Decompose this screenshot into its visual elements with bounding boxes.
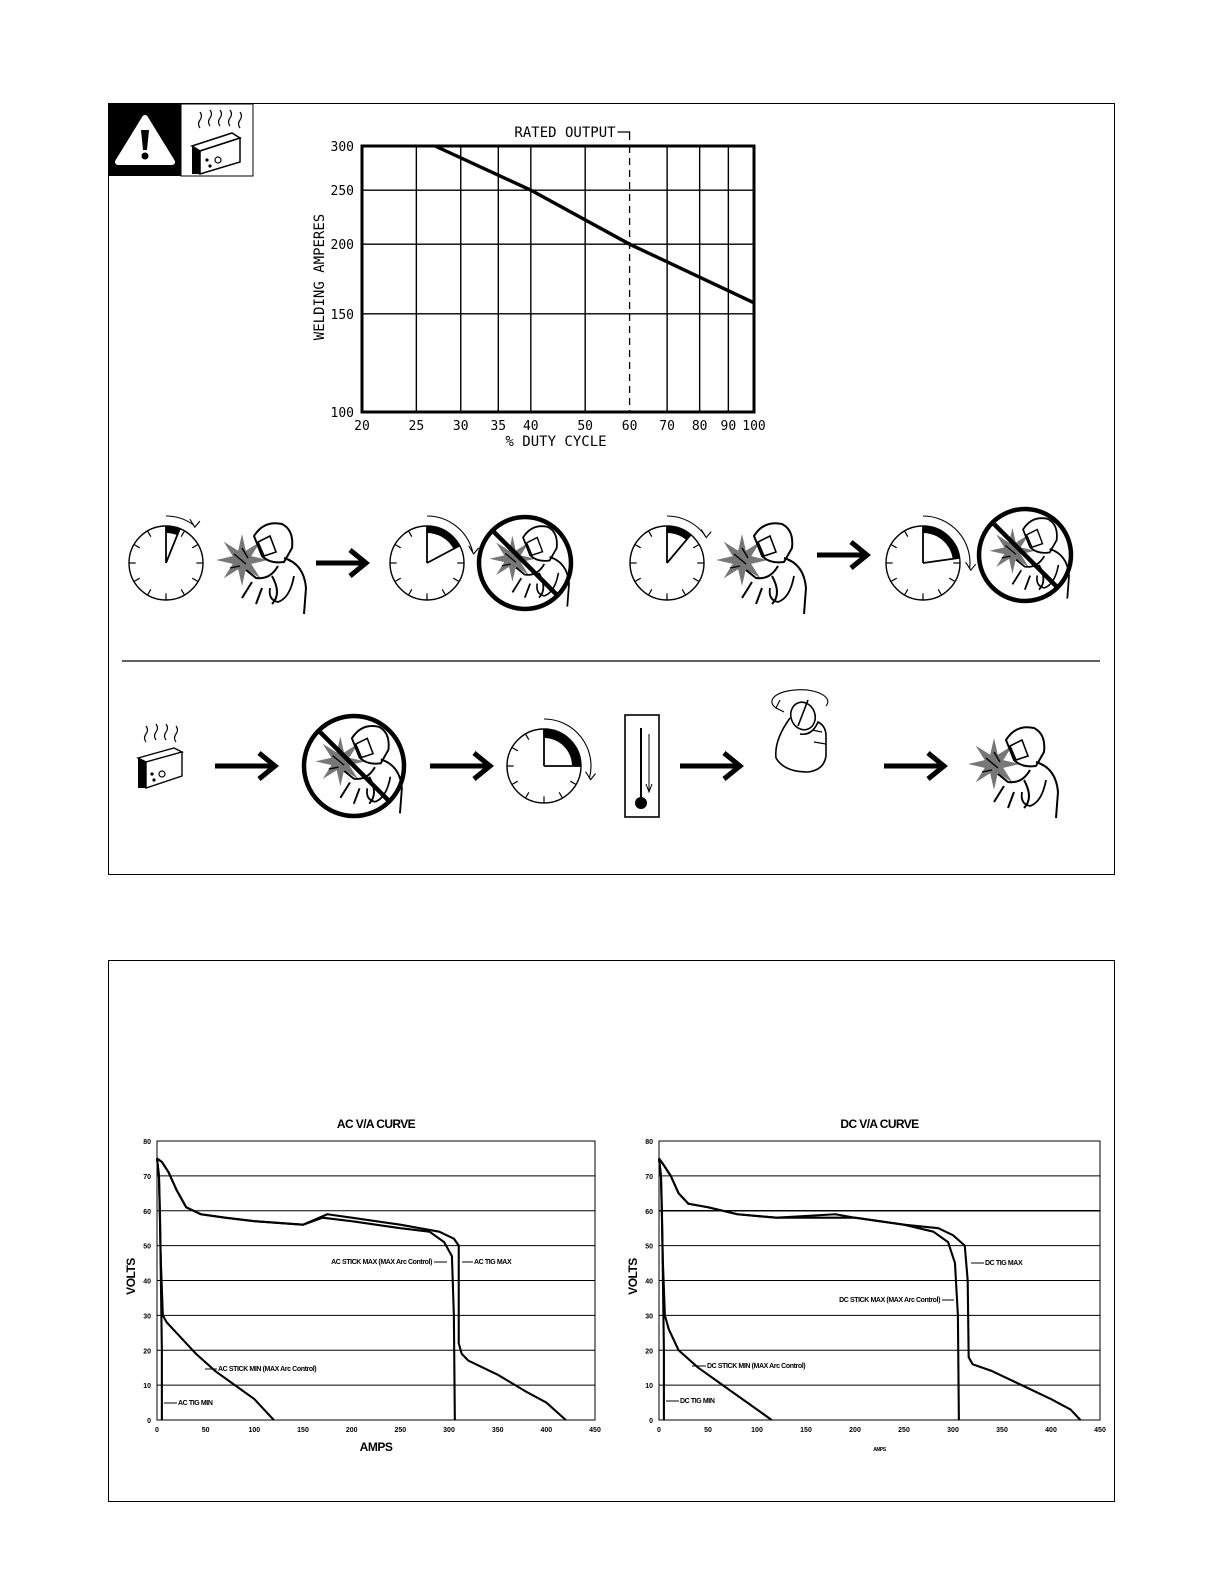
rated-output-leader [618, 132, 630, 140]
x-tick-label: 0 [657, 1427, 661, 1434]
hand-knob-icon [772, 690, 828, 772]
chart-title: DC V/A CURVE [840, 1117, 919, 1131]
x-axis-label: AMPS [873, 1447, 886, 1453]
y-tick-label: 30 [645, 1313, 653, 1321]
duty-cycle-chart [312, 125, 766, 450]
series-label: AC STICK MIN (MAX Arc Control) [218, 1366, 317, 1373]
y-tick-label: 20 [143, 1348, 151, 1356]
x-tick-label: 200 [345, 1427, 358, 1434]
y-axis-label: VOLTS [626, 1258, 640, 1295]
x-tick-label: 50 [704, 1427, 712, 1434]
welder-icon [216, 523, 306, 614]
chart-frame [362, 146, 754, 412]
x-tick-label: 350 [996, 1427, 1008, 1434]
x-tick-label: 0 [155, 1427, 159, 1434]
x-tick-label: 300 [947, 1427, 959, 1434]
y-tick-label: 0 [147, 1418, 151, 1425]
x-tick-label: 50 [577, 419, 594, 434]
no-welding-icon [304, 716, 404, 816]
y-tick-label: 10 [143, 1383, 151, 1391]
y-tick-label: 200 [330, 238, 354, 254]
x-tick-label: 400 [1045, 1427, 1057, 1434]
series-label: DC TIG MIN [680, 1398, 715, 1405]
x-tick-label: 150 [297, 1427, 309, 1434]
x-tick-label: 35 [490, 419, 507, 434]
series-label: AC TIG MAX [474, 1259, 512, 1266]
x-tick-label: 350 [491, 1427, 504, 1434]
y-axis-label: VOLTS [124, 1258, 138, 1295]
y-tick-label: 50 [645, 1243, 653, 1251]
y-tick-label: 40 [645, 1278, 653, 1286]
x-tick-label: 200 [849, 1427, 861, 1434]
x-tick-label: 250 [394, 1427, 407, 1434]
arrow-right-icon [680, 753, 740, 779]
welder-icon [968, 727, 1058, 818]
x-tick-label: 50 [201, 1427, 210, 1434]
y-tick-label: 0 [649, 1418, 653, 1425]
y-tick-label: 300 [330, 140, 354, 155]
arrow-right-icon [884, 753, 944, 779]
timer-icon [129, 516, 203, 600]
x-axis-label: % DUTY CYCLE [505, 434, 607, 450]
series-label: AC STICK MAX (MAX Arc Control) [331, 1259, 432, 1266]
x-tick-label: 40 [522, 419, 539, 434]
series-label: AC TIG MIN [178, 1400, 213, 1407]
series-label: DC STICK MAX (MAX Arc Control) [839, 1297, 940, 1304]
x-tick-label: 80 [691, 419, 708, 434]
y-tick-label: 60 [645, 1208, 653, 1216]
y-tick-label: 80 [143, 1139, 151, 1146]
arrow-right-icon [430, 753, 490, 779]
x-tick-label: 450 [589, 1427, 601, 1434]
x-axis-label: AMPS [359, 1440, 393, 1454]
x-tick-label: 60 [621, 419, 638, 434]
chart-title: AC V/A CURVE [336, 1117, 416, 1131]
y-tick-label: 70 [645, 1173, 653, 1181]
welder-icon [716, 523, 806, 614]
y-tick-label: 80 [645, 1139, 653, 1146]
x-tick-label: 100 [751, 1427, 763, 1434]
x-tick-label: 150 [800, 1427, 812, 1434]
x-tick-label: 90 [720, 419, 737, 434]
x-tick-label: 300 [443, 1427, 455, 1434]
thermometer-icon [625, 715, 659, 817]
y-tick-label: 150 [330, 307, 354, 323]
series-label: DC STICK MIN (MAX Arc Control) [707, 1363, 806, 1370]
x-tick-label: 250 [898, 1427, 910, 1434]
no-welding-icon [479, 517, 571, 609]
no-welding-icon [979, 509, 1071, 601]
timer-icon [630, 516, 711, 600]
duty-cycle-line [435, 146, 754, 303]
overheating-sequence [138, 690, 1058, 818]
duty-cycle-sequence [129, 509, 1071, 614]
y-tick-label: 60 [143, 1208, 151, 1216]
y-tick-label: 20 [645, 1348, 653, 1356]
arrow-right-icon [316, 550, 366, 576]
series-label: DC TIG MAX [985, 1260, 1023, 1267]
y-tick-label: 30 [143, 1313, 151, 1321]
x-tick-label: 20 [354, 419, 370, 434]
rated-output-label: RATED OUTPUT [514, 125, 616, 141]
timer-icon [507, 719, 596, 803]
y-tick-label: 250 [330, 184, 354, 200]
overheat-machine-icon [181, 104, 253, 176]
y-tick-label: 40 [143, 1278, 151, 1286]
arrow-right-icon [215, 753, 275, 779]
timer-icon [886, 516, 976, 600]
overheat-machine-icon [138, 724, 182, 788]
x-tick-label: 25 [408, 419, 425, 434]
va-curves-panel [108, 960, 1115, 1502]
x-tick-label: 100 [248, 1427, 261, 1434]
x-tick-label: 30 [452, 419, 469, 434]
x-tick-label: 70 [659, 419, 675, 434]
arrow-right-icon [817, 542, 867, 568]
y-tick-label: 50 [143, 1243, 151, 1251]
timer-icon [390, 516, 479, 600]
y-tick-label: 10 [645, 1383, 653, 1391]
y-axis-label: WELDING AMPERES [312, 213, 328, 341]
y-tick-label: 70 [143, 1173, 151, 1181]
x-tick-label: 100 [742, 419, 766, 434]
x-tick-label: 400 [540, 1427, 553, 1434]
y-tick-label: 100 [330, 406, 354, 421]
warning-icon [109, 104, 181, 176]
x-tick-label: 450 [1094, 1427, 1106, 1434]
